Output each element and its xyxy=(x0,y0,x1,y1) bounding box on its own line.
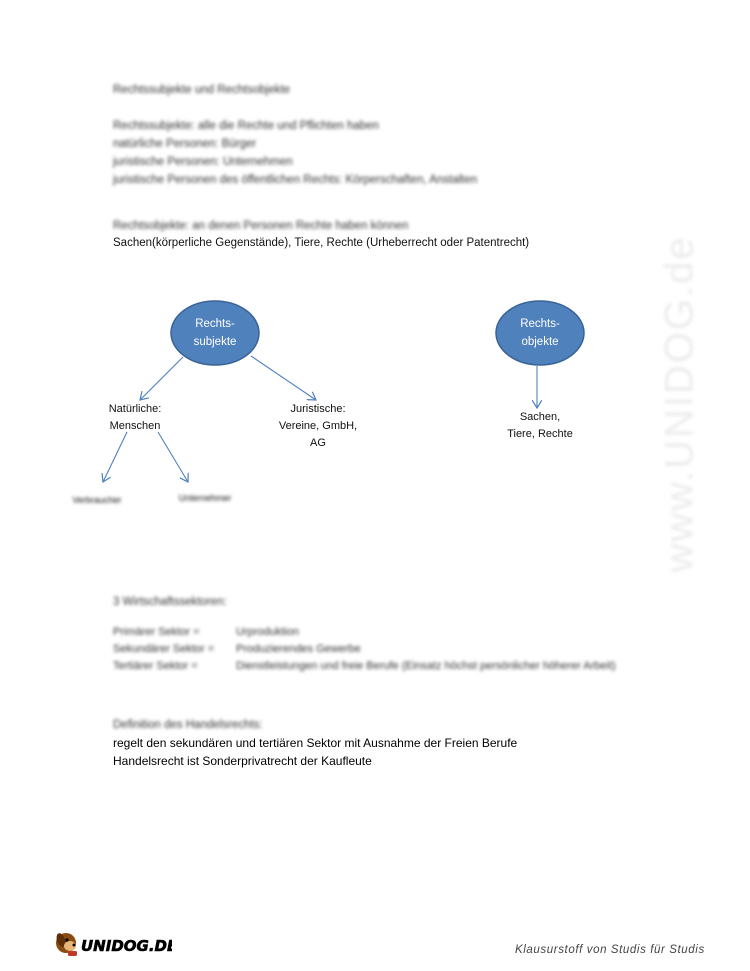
label-unternehmer: Unternehmer xyxy=(178,493,232,503)
watermark: www.UNIDOG.de xyxy=(657,235,702,573)
arrow-to-verbraucher xyxy=(103,432,127,482)
label-juristische: Juristische: Vereine, GmbH, AG xyxy=(278,403,358,449)
arrow-to-natuerliche xyxy=(140,357,183,400)
section-title: Rechtssubjekte und Rechtsobjekte xyxy=(113,84,291,96)
text-line: Rechtssubjekte: alle die Rechte und Pflichten haben xyxy=(113,120,379,132)
label-verbraucher: Verbraucher xyxy=(72,495,122,505)
handelsrecht-line-2: Handelsrecht ist Sonderprivatrecht der Kaufleute xyxy=(113,754,372,768)
handelsrecht-line-1: regelt den sekundären und tertiären Sektor mit Ausnahme der Freien Berufe xyxy=(113,736,518,750)
label-sachen: Sachen, Tiere, Rechte xyxy=(507,411,573,440)
dog-logo-icon xyxy=(52,926,172,960)
svg-text:UNIDOG.DE: UNIDOG.DE xyxy=(81,937,172,955)
arrow-to-juristische xyxy=(251,356,316,400)
arrow-to-unternehmer xyxy=(158,432,188,482)
handelsrecht-title: Definition des Handelsrechts: xyxy=(113,719,263,731)
unidog-logo xyxy=(52,926,172,958)
text-line: juristische Personen des öffentlichen Rechts: Körperschaften, Anstalten xyxy=(113,174,478,186)
footer-tagline: Klausurstoff von Studis für Studis xyxy=(515,944,705,956)
text-line: natürliche Personen: Bürger xyxy=(113,138,257,150)
text-line-partially-visible: Sachen(körperliche Gegenstände), Tiere, Rechte (Urheberrecht oder Patentrecht) xyxy=(113,237,530,249)
text-line: Rechtsobjekte: an denen Personen Rechte haben können xyxy=(113,220,409,232)
node-label-rechtsobjekte: Rechts- objekte xyxy=(520,318,560,348)
sector-descriptions: Urproduktion Produzierendes Gewerbe Dienstleistungen und freie Berufe (Einsatz höchst persönlicher höherer Arbeit) xyxy=(236,626,616,672)
sector-names: Primärer Sektor = Sekundärer Sektor = Tertiärer Sektor = xyxy=(113,626,215,672)
sectors-title: 3 Wirtschaftssektoren: xyxy=(113,596,227,608)
node-label-rechtssubjekte: Rechts- subjekte xyxy=(193,318,237,348)
text-line: juristische Personen: Unternehmen xyxy=(113,156,293,168)
label-natuerliche: Natürliche: Menschen xyxy=(108,403,162,432)
